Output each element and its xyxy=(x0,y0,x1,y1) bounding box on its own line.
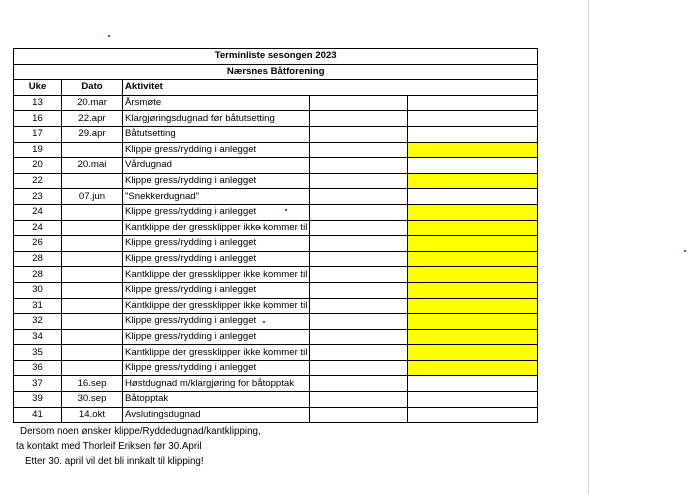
activity-cell: "Snekkerdugnad" xyxy=(123,189,310,205)
activity-cell: Klippe gress/rydding i anlegget xyxy=(123,236,310,252)
header-week: Uke xyxy=(14,80,62,96)
schedule-table xyxy=(13,48,538,423)
mark-cell xyxy=(408,251,538,267)
empty-cell xyxy=(310,111,408,127)
date-cell xyxy=(62,298,123,314)
table-row xyxy=(14,298,538,314)
table-row xyxy=(14,407,538,423)
activity-cell: Kantklippe der gressklipper ikke kommer til xyxy=(123,298,310,314)
header-date: Dato xyxy=(62,80,123,96)
empty-cell xyxy=(310,298,408,314)
mark-cell xyxy=(408,267,538,283)
week-cell: 28 xyxy=(14,267,62,283)
header-row xyxy=(14,80,538,96)
empty-cell xyxy=(310,392,408,408)
activity-cell: Avslutingsdugnad xyxy=(123,407,310,423)
note-line-1: Dersom noen ønsker klippe/Ryddedugnad/kantklipping, xyxy=(20,426,261,437)
date-cell xyxy=(62,360,123,376)
mark-cell xyxy=(408,329,538,345)
empty-cell xyxy=(310,251,408,267)
table-row xyxy=(14,204,538,220)
table-row xyxy=(14,329,538,345)
empty-cell xyxy=(310,236,408,252)
table-row xyxy=(14,220,538,236)
mark-cell xyxy=(408,95,538,111)
table-row xyxy=(14,142,538,158)
empty-cell xyxy=(310,158,408,174)
mark-cell xyxy=(408,314,538,330)
activity-cell: Klippe gress/rydding i anlegget xyxy=(123,173,310,189)
activity-cell: Båtutsetting xyxy=(123,126,310,142)
table-row xyxy=(14,360,538,376)
activity-cell: Vårdugnad xyxy=(123,158,310,174)
side-margin xyxy=(589,0,688,494)
empty-cell xyxy=(310,282,408,298)
empty-cell xyxy=(310,314,408,330)
red-mark xyxy=(108,35,110,37)
activity-cell: Årsmøte xyxy=(123,95,310,111)
activity-cell: Klippe gress/rydding i anlegget xyxy=(123,314,310,330)
mark-cell xyxy=(408,173,538,189)
date-cell: 20.mar xyxy=(62,95,123,111)
mark-cell xyxy=(408,345,538,361)
week-cell: 24 xyxy=(14,220,62,236)
empty-cell xyxy=(310,267,408,283)
table-row xyxy=(14,189,538,205)
mark-cell xyxy=(408,158,538,174)
week-cell: 13 xyxy=(14,95,62,111)
table-row xyxy=(14,345,538,361)
mark-cell xyxy=(408,142,538,158)
date-cell xyxy=(62,251,123,267)
date-cell xyxy=(62,282,123,298)
week-cell: 34 xyxy=(14,329,62,345)
date-cell xyxy=(62,220,123,236)
table-row xyxy=(14,251,538,267)
empty-cell xyxy=(310,220,408,236)
mark-cell xyxy=(408,204,538,220)
empty-cell xyxy=(310,189,408,205)
red-mark xyxy=(684,250,686,252)
week-cell: 37 xyxy=(14,376,62,392)
note-line-2: ta kontakt med Thorleif Eriksen før 30.April xyxy=(16,441,202,452)
week-cell: 23 xyxy=(14,189,62,205)
date-cell: 22.apr xyxy=(62,111,123,127)
mark-cell xyxy=(408,376,538,392)
mark-cell xyxy=(408,189,538,205)
table-row xyxy=(14,126,538,142)
activity-cell: Høstdugnad m/klargjøring for båtopptak xyxy=(123,376,310,392)
date-cell: 30.sep xyxy=(62,392,123,408)
week-cell: 28 xyxy=(14,251,62,267)
empty-cell xyxy=(310,329,408,345)
date-cell xyxy=(62,173,123,189)
week-cell: 36 xyxy=(14,360,62,376)
table-row xyxy=(14,376,538,392)
date-cell xyxy=(62,329,123,345)
activity-cell: Klippe gress/rydding i anlegget xyxy=(123,282,310,298)
table-row xyxy=(14,236,538,252)
mark-cell xyxy=(408,392,538,408)
table-row xyxy=(14,111,538,127)
week-cell: 32 xyxy=(14,314,62,330)
date-cell: 29.apr xyxy=(62,126,123,142)
date-cell xyxy=(62,267,123,283)
date-cell xyxy=(62,142,123,158)
table-row xyxy=(14,314,538,330)
mark-cell xyxy=(408,220,538,236)
activity-cell: Kantklippe der gressklipper ikke kommer til xyxy=(123,220,310,236)
activity-cell: Båtopptak xyxy=(123,392,310,408)
table-row xyxy=(14,267,538,283)
mark-cell xyxy=(408,407,538,423)
activity-cell: Klippe gress/rydding i anlegget xyxy=(123,204,310,220)
table-row xyxy=(14,282,538,298)
date-cell xyxy=(62,345,123,361)
activity-cell: Klippe gress/rydding i anlegget xyxy=(123,329,310,345)
table-row xyxy=(14,173,538,189)
mark-cell xyxy=(408,360,538,376)
date-cell: 20.mai xyxy=(62,158,123,174)
week-cell: 30 xyxy=(14,282,62,298)
activity-cell: Klippe gress/rydding i anlegget xyxy=(123,251,310,267)
week-cell: 39 xyxy=(14,392,62,408)
week-cell: 20 xyxy=(14,158,62,174)
date-cell xyxy=(62,204,123,220)
header-activity: Aktivitet xyxy=(123,80,538,96)
empty-cell xyxy=(310,142,408,158)
mark-cell xyxy=(408,298,538,314)
table-title: Terminliste sesongen 2023 xyxy=(14,49,538,65)
empty-cell xyxy=(310,126,408,142)
empty-cell xyxy=(310,345,408,361)
week-cell: 17 xyxy=(14,126,62,142)
empty-cell xyxy=(310,95,408,111)
week-cell: 22 xyxy=(14,173,62,189)
table-row xyxy=(14,95,538,111)
date-cell: 07.jun xyxy=(62,189,123,205)
week-cell: 24 xyxy=(14,204,62,220)
table-row xyxy=(14,158,538,174)
date-cell: 16.sep xyxy=(62,376,123,392)
activity-cell: Klippe gress/rydding i anlegget xyxy=(123,360,310,376)
date-cell: 14.okt xyxy=(62,407,123,423)
empty-cell xyxy=(310,204,408,220)
week-cell: 35 xyxy=(14,345,62,361)
activity-cell: Klippe gress/rydding i anlegget xyxy=(123,142,310,158)
date-cell xyxy=(62,236,123,252)
mark-cell xyxy=(408,236,538,252)
week-cell: 19 xyxy=(14,142,62,158)
date-cell xyxy=(62,314,123,330)
mark-cell xyxy=(408,282,538,298)
activity-cell: Klargjøringsdugnad før båtutsetting xyxy=(123,111,310,127)
empty-cell xyxy=(310,407,408,423)
empty-cell xyxy=(310,173,408,189)
empty-cell xyxy=(310,360,408,376)
activity-cell: Kantklippe der gressklipper ikke kommer til xyxy=(123,267,310,283)
note-line-3: Etter 30. april vil det bli innkalt til klipping! xyxy=(25,456,204,467)
activity-cell: Kantklippe der gressklipper ikke kommer til xyxy=(123,345,310,361)
organization-name: Nærsnes Båtforening xyxy=(14,64,538,80)
table-row xyxy=(14,392,538,408)
week-cell: 26 xyxy=(14,236,62,252)
mark-cell xyxy=(408,126,538,142)
week-cell: 41 xyxy=(14,407,62,423)
empty-cell xyxy=(310,376,408,392)
week-cell: 31 xyxy=(14,298,62,314)
mark-cell xyxy=(408,111,538,127)
week-cell: 16 xyxy=(14,111,62,127)
